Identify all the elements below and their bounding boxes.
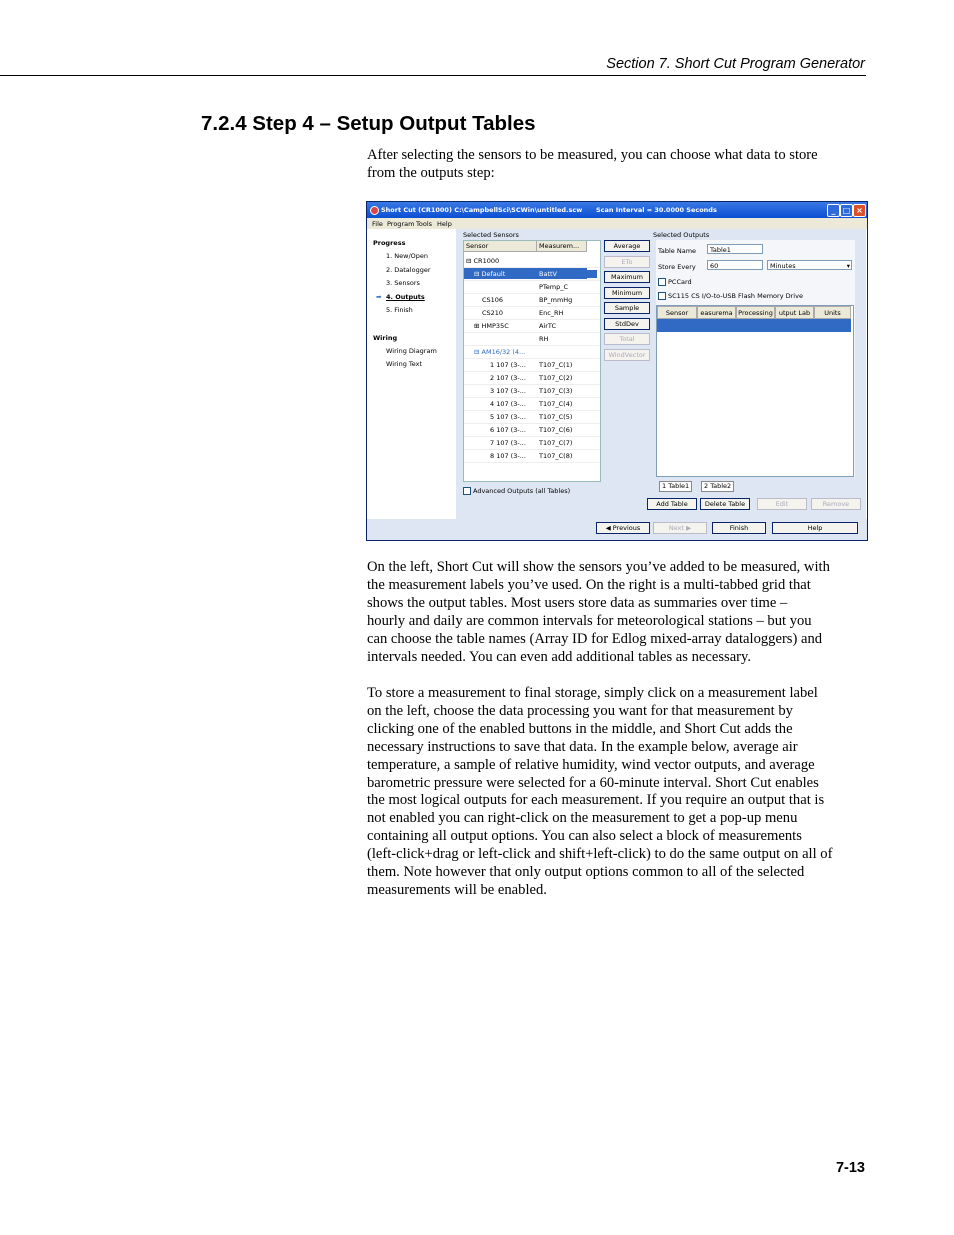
tree-row[interactable] [464,254,600,268]
tree-row[interactable] [464,436,600,450]
text-line: on the left, choose the data processing you want for that measurement by [367,702,793,719]
nav-wiring-diagram[interactable]: Wiring Diagram [386,347,437,355]
shortcut-screenshot [366,201,868,541]
tree-measurement-cell[interactable]: T107_C(8) [539,452,573,460]
tree-sensor-cell: ⊞ HMP35C [474,322,509,330]
tab-table2[interactable]: 2 Table2 [701,481,734,492]
grid-header-sensor[interactable]: Sensor [657,306,697,319]
nav-step-datalogger[interactable]: 2. Datalogger [386,266,431,274]
windvector-button[interactable]: WindVector [604,349,650,361]
text-line: shows the output tables. Most users store data as summaries over time – [367,594,788,611]
progress-label: Progress [373,239,406,247]
text-line: them. Note however that only output options common to all of the selected [367,864,805,881]
tree-row[interactable] [464,384,600,398]
progress-nav [368,229,456,539]
text-line: necessary instructions to save that data. In the example below, average air [367,738,798,755]
text-line: clicking one of the enabled buttons in the middle, and Short Cut adds the [367,720,793,737]
scan-interval: Scan Interval = 30.0000 Seconds [596,206,717,214]
tree-sensor-cell: ⊟ CR1000 [466,257,500,265]
grid-header-units[interactable]: Units [814,306,851,319]
tree-measurement-cell[interactable]: T107_C(6) [539,426,573,434]
tree-measurement-cell[interactable]: RH [539,335,549,343]
tree-measurement-cell[interactable]: T107_C(5) [539,413,573,421]
menu-bar [367,218,867,229]
tree-measurement-cell[interactable]: Enc_RH [539,309,564,317]
intro-paragraph [367,147,867,183]
sample-button[interactable]: Sample [604,302,650,314]
tree-sensor-cell: ⊟ AM16/32 (4... [474,348,526,356]
pccard-label: PCCard [668,278,692,286]
maximize-icon[interactable]: □ [840,204,853,217]
tree-row[interactable] [464,280,600,294]
text-line: not enabled you can right-click on the measurement to get a pop-up menu [367,810,798,827]
app-icon [370,206,379,215]
minimize-icon[interactable]: _ [827,204,840,217]
nav-wiring-text[interactable]: Wiring Text [386,360,423,368]
text-line: can choose the table names (Array ID for Edlog mixed-array dataloggers) and [367,630,823,647]
average-button[interactable]: Average [604,240,650,252]
remove-button[interactable]: Remove [811,498,861,510]
add-table-button[interactable]: Add Table [647,498,697,510]
paragraph-1 [367,559,867,666]
tree-sensor-cell: 5 107 (3-... [490,413,526,421]
text-line: from the outputs step: [367,164,495,181]
nav-step-outputs[interactable]: 4. Outputs [386,293,425,301]
text-line: (left-click+drag or left-click and shift+left-click) to do the same output on all of [367,846,833,863]
tree-row[interactable] [464,397,600,411]
total-button[interactable]: Total [604,333,650,345]
minimum-button[interactable]: Minimum [604,287,650,299]
tree-measurement-cell[interactable]: T107_C(1) [539,361,573,369]
section-heading: 7.2.4 Step 4 – Setup Output Tables [201,112,536,135]
paragraph-2 [367,685,867,900]
arrow-right-icon: ➡ [376,293,382,301]
section-header: Section 7. Short Cut Program Generator [606,56,865,72]
tree-measurement-cell[interactable]: T107_C(2) [539,374,573,382]
output-grid[interactable] [656,305,854,477]
tree-sensor-cell: ⊟ Default [474,270,536,278]
grid-header-output-label[interactable]: utput Lab [775,306,814,319]
text-line: hourly and daily are common intervals for meteorological stations – but you [367,612,812,629]
store-every-input[interactable]: 60 [707,260,763,270]
tree-sensor-cell: 4 107 (3-... [490,400,526,408]
close-icon[interactable]: × [853,204,866,217]
stddev-button[interactable]: StdDev [604,318,650,330]
help-button[interactable]: Help [772,522,858,534]
nav-step-finish[interactable]: 5. Finish [386,306,413,314]
tree-sensor-cell: 6 107 (3-... [490,426,526,434]
finish-button[interactable]: Finish [712,522,766,534]
tree-row[interactable] [464,319,600,333]
table-name-label: Table Name [658,247,697,255]
edit-button[interactable]: Edit [757,498,807,510]
menu-program[interactable]: Program [387,220,415,228]
previous-button[interactable]: ◀ Previous [596,522,650,534]
tree-measurement-cell[interactable]: AirTC [539,322,557,330]
text-line: temperature, a sample of relative humidity, wind vector outputs, and average [367,756,815,773]
tree-row[interactable] [464,306,600,320]
text-line: measurements will be enabled. [367,881,547,898]
sc115-label: SC115 CS I/O-to-USB Flash Memory Drive [668,292,803,300]
maximum-button[interactable]: Maximum [604,271,650,283]
header-rule [0,75,866,76]
chevron-down-icon: ▾ [846,262,850,270]
grid-selected-row[interactable] [657,319,851,332]
tree-row[interactable] [464,332,600,346]
grid-header-measurement[interactable]: easurema [697,306,736,319]
text-line: intervals needed. You can even add additional tables as necessary. [367,648,752,665]
store-every-unit: Minutes [770,262,796,270]
tree-header-measurement[interactable]: Measurem... [537,241,587,252]
pccard-checkbox[interactable] [658,278,666,286]
tree-sensor-cell: CS106 [482,296,504,304]
menu-file[interactable]: File [372,220,383,228]
advanced-outputs-checkbox[interactable] [463,487,471,495]
tree-row[interactable] [464,423,600,437]
eto-button[interactable]: ETo [604,256,650,268]
text-line: After selecting the sensors to be measured, you can choose what data to store [367,147,818,163]
tree-measurement-cell[interactable]: T107_C(4) [539,400,573,408]
table-name-input[interactable]: Table1 [707,244,763,254]
tree-row[interactable] [464,410,600,424]
tree-row[interactable] [464,358,600,372]
tree-row[interactable] [464,293,600,307]
tree-sensor-cell: 2 107 (3-... [490,374,526,382]
page-number: 7-13 [835,1160,865,1176]
tree-measurement-cell[interactable]: BP_mmHg [539,296,573,304]
menu-help[interactable]: Help [437,220,452,228]
store-every-unit-select[interactable] [767,260,852,270]
tree-sensor-cell: 7 107 (3-... [490,439,526,447]
tree-row[interactable] [464,449,600,463]
store-every-label: Store Every [658,263,696,271]
next-button[interactable]: Next ▶ [653,522,707,534]
sc115-checkbox[interactable] [658,292,666,300]
text-line: barometric pressure were selected for a 60-minute interval. Short Cut enables [367,774,819,791]
tree-measurement-cell[interactable]: T107_C(3) [539,387,573,395]
tree-row[interactable] [464,345,600,359]
selected-sensors-label: Selected Sensors [463,231,519,239]
tree-measurement-cell[interactable]: T107_C(7) [539,439,573,447]
tree-header-sensor[interactable]: Sensor [464,241,537,252]
grid-header-processing[interactable]: Processing [736,306,775,319]
menu-tools[interactable]: Tools [416,220,433,228]
delete-table-button[interactable]: Delete Table [700,498,750,510]
text-line: On the left, Short Cut will show the sensors you’ve added to be measured, with [367,559,830,575]
selected-outputs-label: Selected Outputs [653,231,710,239]
advanced-outputs-label: Advanced Outputs (all Tables) [473,487,571,495]
tree-row[interactable] [464,267,600,281]
tree-sensor-cell: 8 107 (3-... [490,452,526,460]
tree-sensor-cell: CS210 [482,309,504,317]
tree-measurement-cell[interactable]: BattV [539,270,597,278]
nav-step-new-open[interactable]: 1. New/Open [386,252,428,260]
nav-step-sensors[interactable]: 3. Sensors [386,279,420,287]
window-title: Short Cut (CR1000) C:\CampbellSci\SCWin\untitled.scw [381,206,583,214]
tree-sensor-cell: 1 107 (3-... [490,361,526,369]
tree-row[interactable] [464,371,600,385]
tab-table1[interactable]: 1 Table1 [659,481,692,492]
wiring-label: Wiring [373,334,398,342]
text-line: containing all output options. You can also select a block of measurements [367,828,802,845]
tree-sensor-cell: 3 107 (3-... [490,387,526,395]
text-line: To store a measurement to final storage, simply click on a measurement label [367,685,818,701]
text-line: the measurement labels you’ve used. On the right is a multi-tabbed grid that [367,576,811,593]
tree-measurement-cell[interactable]: PTemp_C [539,283,569,291]
sensor-tree[interactable] [463,240,601,482]
text-line: the most logical outputs for each measurement. If you require an output that is [367,792,825,809]
window-titlebar [367,202,867,218]
